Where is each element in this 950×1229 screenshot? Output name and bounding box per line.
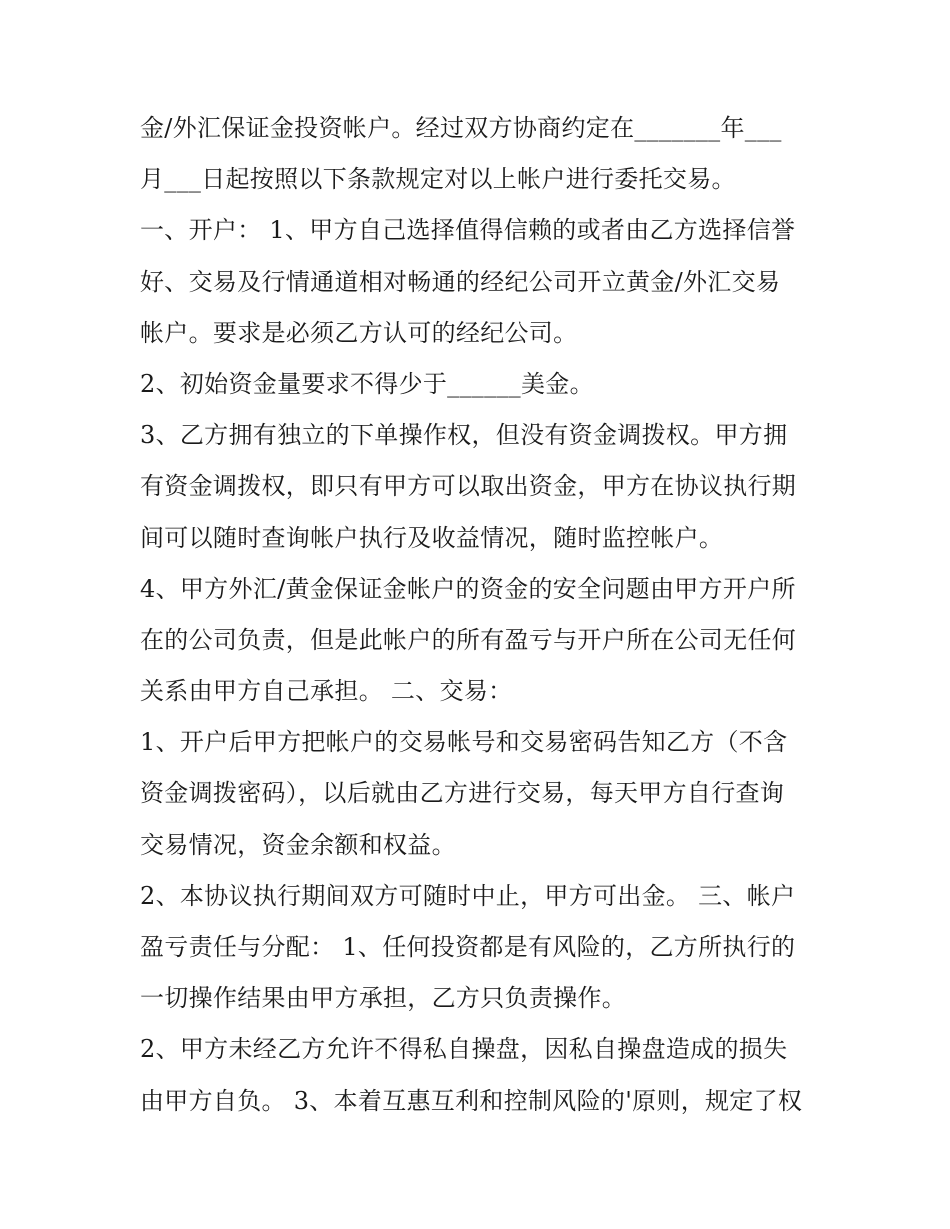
text-line: 月___日起按照以下条款规定对以上帐户进行委托交易。 <box>140 165 736 194</box>
text-line: 由甲方自负。 3、本着互惠互利和控制风险的'原则，规定了权 <box>140 1086 803 1115</box>
text-line: 一切操作结果由甲方承担，乙方只负责操作。 <box>140 984 626 1013</box>
text-line: 一、开户： 1、甲方自己选择值得信赖的或者由乙方选择信誉 <box>140 216 796 245</box>
text-line: 盈亏责任与分配： 1、任何投资都是有风险的，乙方所执行的 <box>140 933 796 961</box>
text-line: 资金调拨密码），以后就由乙方进行交易，每天甲方自行查询 <box>140 779 785 808</box>
text-line: 金/外汇保证金投资帐户。经过双方协商约定在_______年___ <box>140 114 782 142</box>
text-line: 2、本协议执行期间双方可随时中止，甲方可出金。 三、帐户 <box>140 881 796 910</box>
text-line: 有资金调拨权，即只有甲方可以取出资金，甲方在协议执行期 <box>140 472 797 501</box>
text-line: 2、甲方未经乙方允许不得私自操盘，因私自操盘造成的损失 <box>140 1035 788 1064</box>
text-line: 好、交易及行情通道相对畅通的经纪公司开立黄金/外汇交易 <box>140 267 781 296</box>
text-line: 4、甲方外汇/黄金保证金帐户的资金的安全问题由甲方开户所 <box>140 574 796 603</box>
document-body <box>140 103 820 1127</box>
text-line: 帐户。要求是必须乙方认可的经纪公司。 <box>140 318 578 347</box>
text-line: 1、开户后甲方把帐户的交易帐号和交易密码告知乙方（不含 <box>140 728 788 757</box>
text-line: 2、初始资金量要求不得少于______美金。 <box>140 369 594 398</box>
text-line: 3、乙方拥有独立的下单操作权，但没有资金调拨权。甲方拥 <box>140 421 788 450</box>
text-line: 关系由甲方自己承担。 二、交易： <box>140 677 513 706</box>
text-line: 间可以随时查询帐户执行及收益情况，随时监控帐户。 <box>140 523 724 552</box>
text-line: 交易情况，资金余额和权益。 <box>140 830 456 859</box>
text-line: 在的公司负责，但是此帐户的所有盈亏与开户所在公司无任何 <box>140 625 797 654</box>
